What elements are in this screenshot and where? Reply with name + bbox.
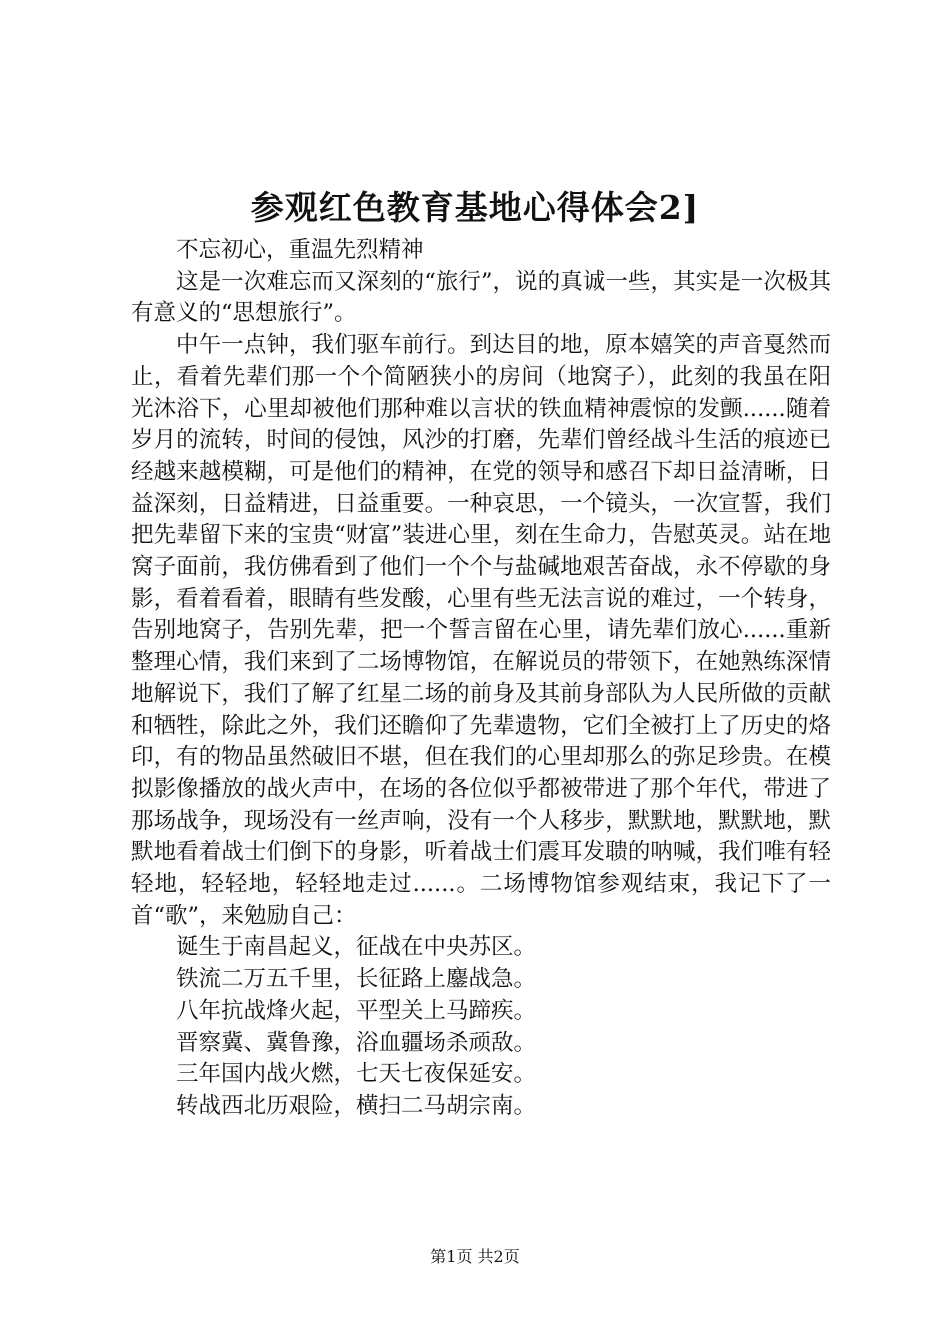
verse-line: 铁流二万五千里，长征路上鏖战急。 bbox=[176, 966, 537, 993]
verse-line: 转战西北历艰险，横扫二马胡宗南。 bbox=[176, 1092, 537, 1119]
document-body bbox=[131, 235, 831, 1123]
verse-line: 三年国内战火燃，七天七夜保延安。 bbox=[176, 1061, 537, 1088]
paragraph: 中午一点钟，我们驱车前行。到达目的地，原本嬉笑的声音戛然而止，看着先辈们那一个个简陋狭小的房间（地窝子），此刻的我虽在阳光沐浴下，心里却被他们那种难以言状的铁血精神震惊的发颤......随着岁月的流转，时间的侵蚀，风沙的打磨，先辈们曾经战斗生活的痕迹已经越来越模糊，可是他们的精神，在党的领导和感召下却日益清晰，日益深刻，日益精进，日益重要。一种哀思，一个镜头，一次宣誓，我们把先辈留下来的宝贵“财富”装进心里，刻在生命力，告慰英灵。站在地窝子面前，我仿佛看到了他们一个个与盐碱地艰苦奋战，永不停歇的身影，看着看着，眼睛有些发酸，心里有些无法言说的难过，一个转身，告别地窝子，告别先辈，把一个誓言留在心里，请先辈们放心......重新整理心情，我们来到了二场博物馆，在解说员的带领下，在她熟练深情地解说下，我们了解了红星二场的前身及其前身部队为人民所做的贡献和牺牲，除此之外，我们还瞻仰了先辈遗物，它们全被打上了历史的烙印，有的物品虽然破旧不堪，但在我们的心里却那么的弥足珍贵。在模拟影像播放的战火声中，在场的各位似乎都被带进了那个年代，带进了那场战争，现场没有一丝声响，没有一个人移步，默默地，默默地，默默地看着战士们倒下的身影，听着战士们震耳发聩的呐喊，我们唯有轻轻地，轻轻地，轻轻地走过......。二场博物馆参观结束，我记下了一首“歌”，来勉励自己： bbox=[131, 332, 831, 929]
verse-line: 诞生于南昌起义，征战在中央苏区。 bbox=[176, 934, 537, 961]
subtitle-line: 不忘初心，重温先烈精神 bbox=[176, 237, 424, 263]
verse-line: 晋察冀、冀鲁豫，浴血疆场杀顽敌。 bbox=[176, 1029, 537, 1056]
document-title: 参观红色教育基地心得体会2] bbox=[250, 188, 700, 227]
verse-line: 八年抗战烽火起，平型关上马蹄疾。 bbox=[176, 997, 537, 1024]
page-number-footer: 第1页 共2页 bbox=[430, 1247, 520, 1266]
paragraph: 这是一次难忘而又深刻的“旅行”，说的真诚一些，其实是一次极其有意义的“思想旅行”。 bbox=[131, 268, 831, 327]
